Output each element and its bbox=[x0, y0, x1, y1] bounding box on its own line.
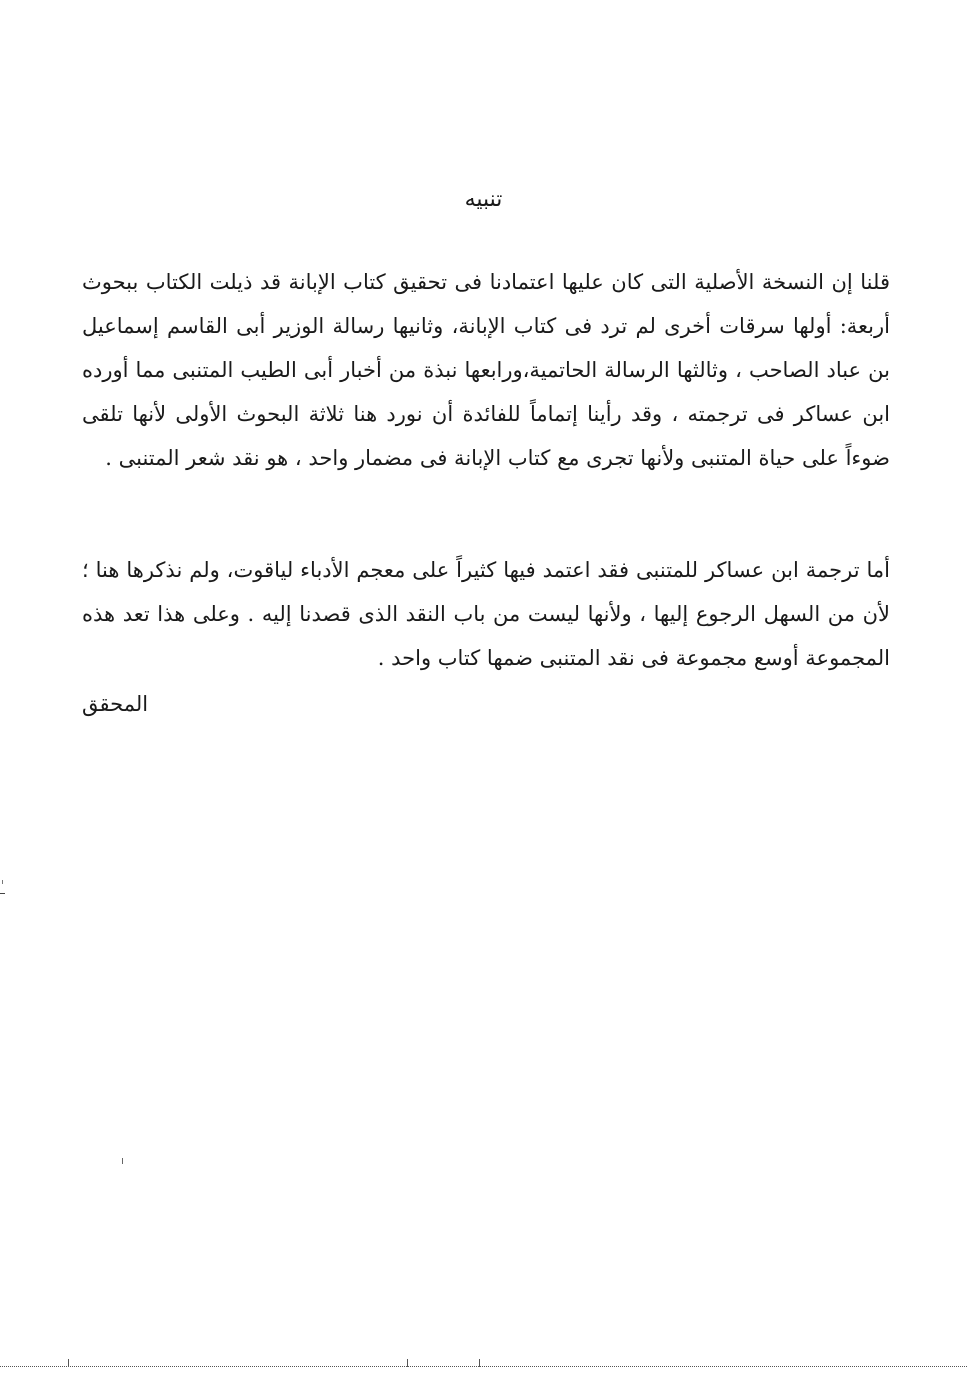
rule-tick bbox=[479, 1359, 480, 1367]
rule-tick bbox=[68, 1359, 69, 1367]
paragraph-1: قلنا إن النسخة الأصلية التى كان عليها اعتمادنا فى تحقيق كتاب الإبانة قد ذيلت الكتاب ببحوث أربعة: أولها سرقات أخرى لم ترد فى كتاب الإبانة، وثانيها رسالة الوزير أبى القاسم إسماعيل بن عباد الصاحب ، وثالثها الرسالة الحاتمية،ورابعها نبذة من أخبار أبى الطيب المتنبى مما أورده ابن عساكر فى ترجمته ، وقد رأينا إتماماً للفائدة أن نورد هنا ثلاثة البحوث الأولى لأنها تلقى ضوءاً على حياة المتنبى ولأنها تجرى مع كتاب الإبانة فى مضمار واحد ، هو نقد شعر المتنبى . bbox=[82, 270, 890, 470]
signature: المحقق bbox=[82, 692, 149, 716]
scan-artifact bbox=[2, 880, 3, 884]
page-heading: تنبيه bbox=[464, 187, 503, 212]
scan-artifact bbox=[122, 1158, 123, 1164]
rule-tick bbox=[407, 1359, 408, 1367]
scan-artifact bbox=[0, 893, 5, 894]
bottom-dotted-rule bbox=[0, 1366, 967, 1367]
paragraph-2: أما ترجمة ابن عساكر للمتنبى فقد اعتمد فيها كثيراً على معجم الأدباء لياقوت، ولم نذكرها هنا ؛ لأن من السهل الرجوع إليها ، ولأنها ليست من باب النقد الذى قصدنا إليه . وعلى هذا تعد هذه المجموعة أوسع مجموعة فى نقد المتنبى ضمها كتاب واحد . bbox=[82, 558, 890, 670]
